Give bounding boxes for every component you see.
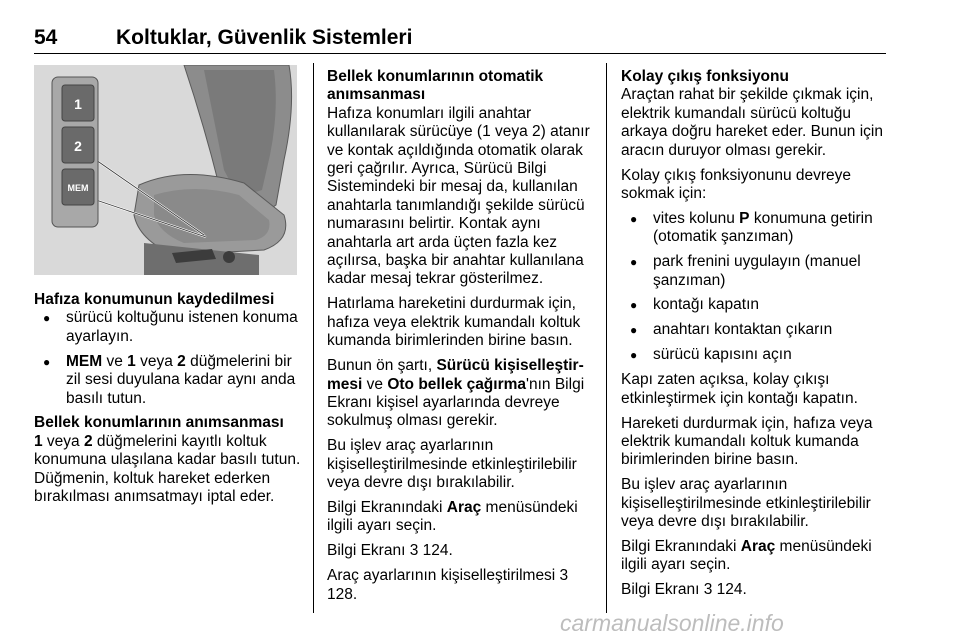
seat-memory-figure: [34, 65, 297, 275]
paragraph: Bilgi Ekranındaki Araç menüsündeki ilgili ayarı seçin.: [621, 537, 872, 574]
section-heading-easy-exit: Kolay çıkış fonksiyonu: [621, 68, 789, 85]
memory-button-1: 1: [74, 96, 82, 112]
paragraph: Araçtan rahat bir şekilde çıkmak için, elektrik kumandalı sürücü koltuğu arkaya doğru hareket eder. Bunun için aracın duruyor olması gerekir.: [621, 86, 883, 159]
column-2: [327, 68, 599, 610]
paragraph: Bilgi Ekranındaki Araç menüsündeki ilgili ayarı seçin.: [327, 498, 578, 535]
column-1: [34, 291, 302, 513]
memory-button-mem: MEM: [67, 183, 89, 193]
paragraph: Bu işlev araç ayarlarının kişiselleştirilmesinde etkinleştirilebilir veya devre dışı bırakılabilir.: [327, 437, 577, 492]
list-item: ● sürücü kapısını açın: [621, 346, 889, 364]
memory-button-2: 2: [74, 138, 82, 154]
mem-button-ref: MEM: [66, 352, 103, 370]
page-header: [34, 26, 886, 56]
easy-exit-steps-list: [621, 210, 889, 365]
page-number: 54: [34, 26, 58, 49]
section-heading-save: Hafıza konumunun kaydedilmesi: [34, 291, 275, 308]
recall-paragraph: 1 veya 2 düğmelerini kayıtlı koltuk konumuna ulaşılana kadar basılı tutun. Düğmenin, koltuk hareket ederken bırakılması anımsatmayı iptal eder.: [34, 432, 301, 506]
list-item: ● MEM ve 1 veya 2 düğmelerini bir zil sesi duyulana kadar aynı anda basılı tutun.: [34, 353, 302, 408]
cross-reference: Bilgi Ekranı 3 124.: [327, 542, 453, 560]
cross-reference: Bilgi Ekranı 3 124.: [621, 581, 747, 599]
seat-illustration: [34, 65, 297, 275]
paragraph: Bu işlev araç ayarlarının kişiselleştirilmesinde etkinleştirilebilir veya devre dışı bırakılabilir.: [621, 476, 871, 531]
paragraph: Kapı zaten açıksa, kolay çıkışı etkinleştirmek için kontağı kapatın.: [621, 371, 858, 407]
cross-reference: Araç ayarlarının kişiselleştirilmesi 3 128.: [327, 567, 569, 603]
paragraph: Bunun ön şartı, Sürücü kişiselleştir-mesi ve Oto bellek çağırma'nın Bilgi Ekranı kişisel ayarlarında devreye sokulmuş olması gerekir.: [327, 357, 585, 430]
button-2-ref: 2: [177, 352, 186, 370]
header-rule: [34, 53, 886, 54]
section-heading-auto-recall: Bellek konumlarının otomatik anımsanması: [327, 68, 544, 104]
column-divider: [606, 63, 607, 613]
list-item: ● park frenini uygulayın (manuel şanzıman): [621, 253, 889, 290]
page-title: Koltuklar, Güvenlik Sistemleri: [116, 26, 413, 49]
section-heading-recall: Bellek konumlarının anımsanması: [34, 414, 284, 432]
paragraph: Hareketi durdurmak için, hafıza veya elektrik kumandalı koltuk kumanda birimlerinden birine basın.: [621, 414, 873, 469]
column-3: [621, 68, 889, 606]
button-1-ref: 1: [127, 352, 136, 370]
paragraph: Hafıza konumları ilgili anahtar kullanılarak sürücüye (1 veya 2) atanır ve kontak açıldığında otomatik olarak geri çağrılır. Ayrıca, Sürücü Bilgi Sistemindeki bir mesaj da, kullanılan anahtarla tanımlandığı şekilde sürücü numarasını belirtir. Kontak aynı anahtarla art arda üçten fazla kez açılırsa, başka bir anahtar kullanılana kadar mesaj tekrar gösterilmez.: [327, 104, 590, 288]
paragraph: Hatırlama hareketini durdurmak için, hafıza veya elektrik kumandalı koltuk kumanda birimlerinden birine basın.: [327, 295, 581, 350]
list-item: ● sürücü koltuğunu istenen konuma ayarlayın.: [34, 309, 302, 346]
column-divider: [313, 63, 314, 613]
paragraph: Kolay çıkış fonksiyonunu devreye sokmak için:: [621, 166, 852, 202]
list-item: ● anahtarı kontaktan çıkarın: [621, 321, 889, 339]
list-item: ● kontağı kapatın: [621, 296, 889, 314]
list-item: ● vites kolunu P konumuna getirin (otomatik şanzıman): [621, 210, 889, 247]
watermark: carmanualsonline.info: [560, 610, 784, 636]
save-steps-list: [34, 309, 302, 408]
